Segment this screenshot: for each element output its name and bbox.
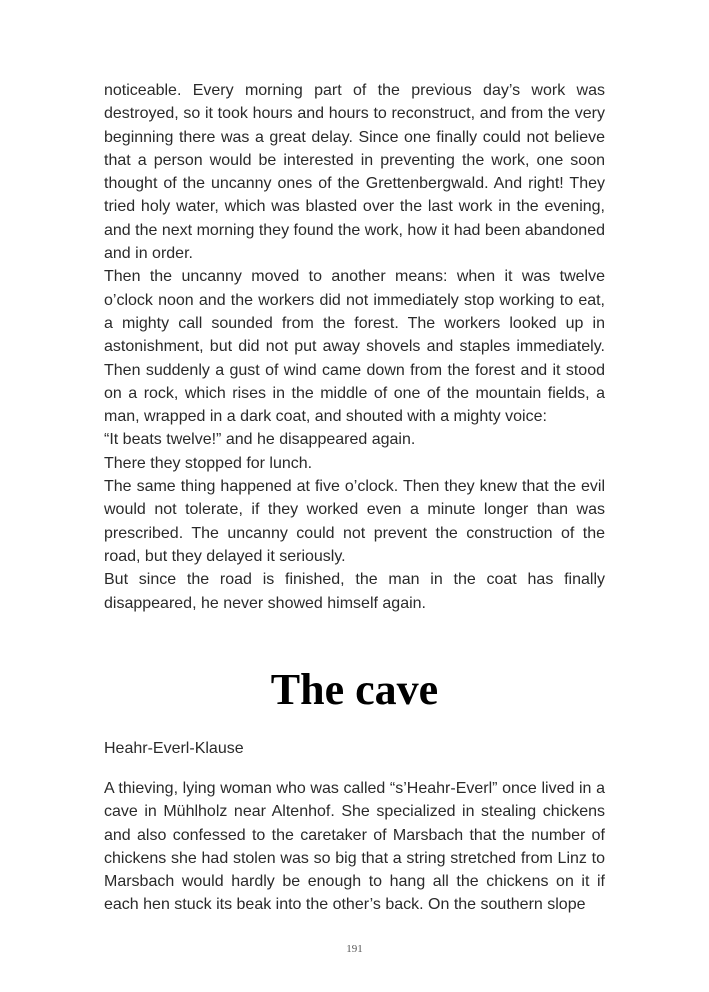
paragraph: There they stopped for lunch. (104, 454, 313, 472)
paragraph: The same thing happened at five o’clock. Then they knew that the evil would not tolerate, if they worked even a minute longer than was prescribed. The uncanny could not prevent the construction of the road, but they delayed it seriously. (104, 478, 605, 565)
paragraph: A thieving, lying woman who was called “s’Heahr-Everl” once lived in a cave in Mühlholz near Altenhof. She specialized in stealing chickens and also confessed to the caretaker of Marsbach that the number of chickens she had stolen was so big that a string stretched from Linz to Marsbach would hardly be enough to hang all the chickens on it if each hen stuck its beak into the other’s back. On the southern slope (104, 780, 605, 914)
section-subtitle: Heahr-Everl-Klause (104, 740, 244, 757)
page-number: 191 (346, 943, 363, 955)
section-body (104, 777, 605, 917)
section-title: The cave (270, 665, 439, 714)
story-continuation (104, 79, 605, 615)
paragraph: “It beats twelve!” and he disappeared again. (104, 431, 416, 449)
paragraph: Then the uncanny moved to another means: when it was twelve o’clock noon and the workers did not immediately stop working to eat, a mighty call sounded from the forest. The workers looked up in astonishment, but did not put away shovels and staples immediately. Then suddenly a gust of wind came down from the forest and it stood on a rock, which rises in the middle of one of the mountain fields, a man, wrapped in a dark coat, and shouted with a mighty voice: (104, 268, 605, 426)
paragraph: But since the road is finished, the man in the coat has finally disappeared, he never showed himself again. (104, 571, 605, 612)
paragraph: noticeable. Every morning part of the previous day’s work was destroyed, so it took hours and hours to reconstruct, and from the very beginning there was a great delay. Since one finally could not believe that a person would be interested in preventing the work, one soon thought of the uncanny ones of the Grettenbergwald. And right! They tried holy water, which was blasted over the last work in the evening, and the next morning they found the work, how it had been abandoned and in order. (104, 82, 605, 263)
